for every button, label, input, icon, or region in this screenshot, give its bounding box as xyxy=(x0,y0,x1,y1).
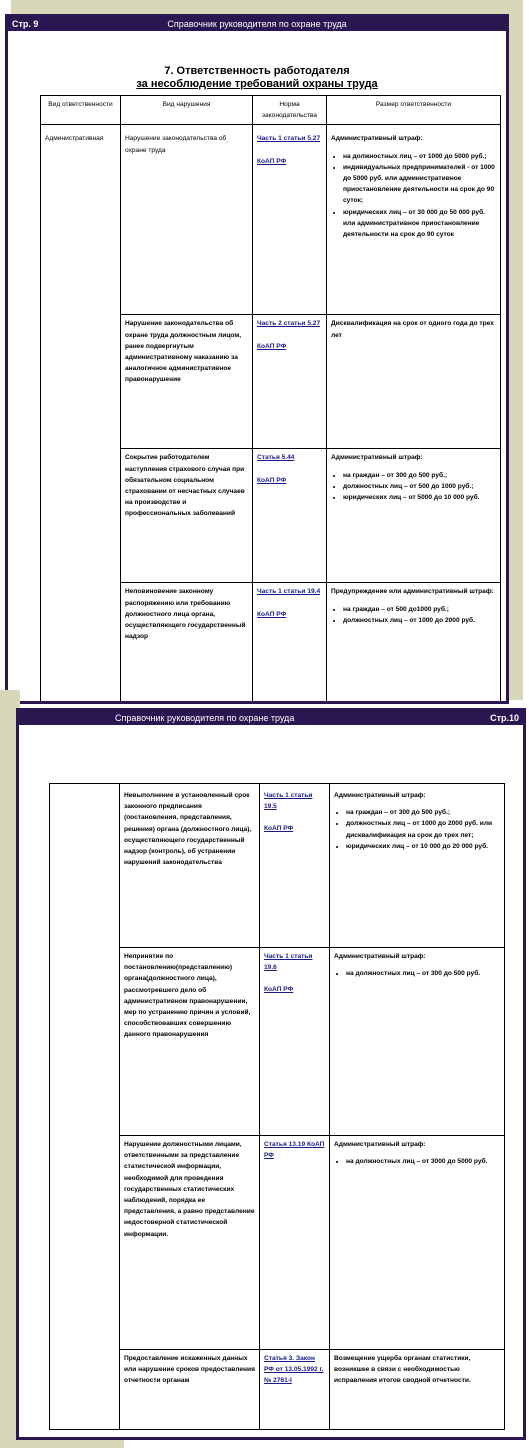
list-item: • индивидуальных предпринимателей - от 1000 до 5000 руб. или административное приостановление деятельности на срок до 90 суток; xyxy=(343,162,496,207)
page-number: Стр.10 xyxy=(490,713,519,723)
list-item: • должностных лиц – от 1000 до 2000 руб. xyxy=(343,615,496,626)
violation-cell: Невыполнение в установленный срок законного предписания (постановления, представления, решения) органа (должностного лица), осуществляющего государственный надзор (контроль), об устранении нарушений законодательства xyxy=(120,784,260,948)
page-10 xyxy=(16,708,526,1440)
norm-code-link[interactable]: КоАП РФ xyxy=(257,342,287,350)
penalty-cell: Административный штраф: • на граждан – от 300 до 500 руб.; • должностных лиц – от 1000 до 2000 руб. или дисквалификация на срок до трех лет; • юридических лиц – от 10 000 до 20 000 руб. xyxy=(330,784,505,948)
running-title: Справочник руководителя по охране труда xyxy=(115,713,295,723)
penalty-list xyxy=(334,807,500,852)
norm-cell xyxy=(260,1136,330,1350)
page-9 xyxy=(5,14,509,704)
list-item: • на должностных лиц – от 1000 до 5000 руб.; xyxy=(343,151,496,162)
liability-type-cell: Административная xyxy=(41,125,121,701)
col-header: Норма законодательства xyxy=(253,96,327,125)
col-header: Вид ответственности xyxy=(41,96,121,125)
list-item: • юридических лиц – от 10 000 до 20 000 руб. xyxy=(346,841,500,852)
penalty-cell: Административный штраф: • на должностных лиц – от 3000 до 5000 руб. xyxy=(330,1136,505,1350)
norm-cell xyxy=(253,125,327,315)
list-item: • должностных лиц – от 500 до 1000 руб.; xyxy=(343,481,496,492)
norm-code-link[interactable]: КоАП РФ xyxy=(264,825,294,833)
norm-code-link[interactable]: КоАП РФ xyxy=(257,610,287,618)
liability-type-cell xyxy=(50,784,120,1430)
violation-cell: Сокрытие работодателем наступления страхового случая при обязательном социальном страховании от несчастных случаев на производстве и профессиональных заболеваний xyxy=(121,449,253,583)
norm-link[interactable]: Часть 1 статьи 19.6 xyxy=(264,953,313,972)
violation-cell: Неповиновение законному распоряжению или требованию должностного лица органа, осуществляющего государственный надзор xyxy=(121,583,253,701)
norm-cell xyxy=(260,948,330,1136)
violation-cell: Предоставление искаженных данных или нарушение сроков предоставления отчетности органам xyxy=(120,1350,260,1430)
norm-link[interactable]: Статья 5.44 xyxy=(257,454,295,462)
list-item: • должностных лиц – от 1000 до 2000 руб. или дисквалификация на срок до трех лет; xyxy=(346,818,500,840)
norm-code-link[interactable]: КоАП РФ xyxy=(257,157,287,165)
list-item: • на граждан – от 300 до 500 руб.; xyxy=(343,470,496,481)
norm-link[interactable]: Часть 1 статьи 19.4 xyxy=(257,588,321,596)
norm-link[interactable]: Часть 1 статьи 19.5 xyxy=(264,792,313,811)
violation-cell: Нарушение законодательства об охране труда xyxy=(121,125,253,315)
penalty-cell: Дисквалификация на срок от одного года до трех лет xyxy=(327,315,501,449)
norm-link[interactable]: Статья 13.19 КоАП РФ xyxy=(264,1141,325,1160)
penalty-cell: Административный штраф: • на должностных лиц – от 300 до 500 руб. xyxy=(330,948,505,1136)
norm-cell xyxy=(260,784,330,948)
penalty-cell: Возмещение ущерба органам статистики, возникшее в связи с необходимостью исправления итогов сводной отчетности. xyxy=(330,1350,505,1430)
page-number: Стр. 9 xyxy=(12,19,39,29)
running-title: Справочник руководителя по охране труда xyxy=(167,19,347,29)
table-header-row xyxy=(41,96,501,125)
liability-table xyxy=(40,95,501,701)
table-row xyxy=(50,784,505,948)
col-header: Вид нарушения xyxy=(121,96,253,125)
norm-code-link[interactable]: КоАП РФ xyxy=(257,476,287,484)
penalty-list xyxy=(331,151,496,241)
penalty-list xyxy=(331,470,496,504)
list-item: • юридических лиц – от 5000 до 10 000 руб. xyxy=(343,492,496,503)
violation-cell: Нарушение законодательства об охране труда должностным лицом, ранее подвергнутым административному наказанию за аналогичное административное правонарушение xyxy=(121,315,253,449)
table-row xyxy=(41,125,501,315)
violation-cell: Нарушение должностными лицами, ответственными за представление статистической информации, необходимой для проведения государственных статистических наблюдений, порядка ее представления, а равно представление недостоверной статистической информации. xyxy=(120,1136,260,1350)
list-item: • юридических лиц – от 30 000 до 50 000 руб. или административное приостановление деятельности на срок до 90 суток xyxy=(343,207,496,241)
norm-cell xyxy=(253,583,327,701)
norm-link[interactable]: Часть 1 статьи 5.27 xyxy=(257,135,321,143)
penalty-list xyxy=(334,968,500,979)
penalty-list xyxy=(334,1156,500,1167)
col-header: Размер ответственности xyxy=(327,96,501,125)
list-item: • на должностных лиц – от 3000 до 5000 руб. xyxy=(346,1156,500,1167)
list-item: • на должностных лиц – от 300 до 500 руб. xyxy=(346,968,500,979)
liability-table-continued xyxy=(49,783,505,1430)
section-title: 7. Ответственность работодателя за несоблюдение требований охраны труда xyxy=(136,65,378,90)
violation-cell: Непринятие по постановлению(представлению) органа(должностного лица), рассмотревшего дело об административном правонарушении, мер по устранению причин и условий, способствовавших совершению данного правонарушения xyxy=(120,948,260,1136)
list-item: • на граждан – от 300 до 500 руб.; xyxy=(346,807,500,818)
norm-code-link[interactable]: КоАП РФ xyxy=(264,986,294,994)
norm-link[interactable]: Статья 3. Закон РФ от 13.05.1992 г. № 2761-I xyxy=(264,1355,324,1385)
penalty-cell: Предупреждение или административный штраф: • на граждан – от 500 до1000 руб.; • должностных лиц – от 1000 до 2000 руб. xyxy=(327,583,501,701)
norm-link[interactable]: Часть 2 статьи 5.27 xyxy=(257,320,321,328)
list-item: • на граждан – от 500 до1000 руб.; xyxy=(343,604,496,615)
penalty-cell: Административный штраф: • на граждан – от 300 до 500 руб.; • должностных лиц – от 500 до 1000 руб.; • юридических лиц – от 5000 до 10 000 руб. xyxy=(327,449,501,583)
norm-cell xyxy=(253,449,327,583)
penalty-list xyxy=(331,604,496,626)
norm-cell xyxy=(260,1350,330,1430)
norm-cell xyxy=(253,315,327,449)
penalty-cell: Административный штраф: • на должностных лиц – от 1000 до 5000 руб.; • индивидуальных предпринимателей - от 1000 до 5000 руб. или административное приостановление деятельности на срок до 90 суток; • юридических лиц – от 30 000 до 50 000 руб. или административное приостановление деятельности на срок до 90 суток xyxy=(327,125,501,315)
